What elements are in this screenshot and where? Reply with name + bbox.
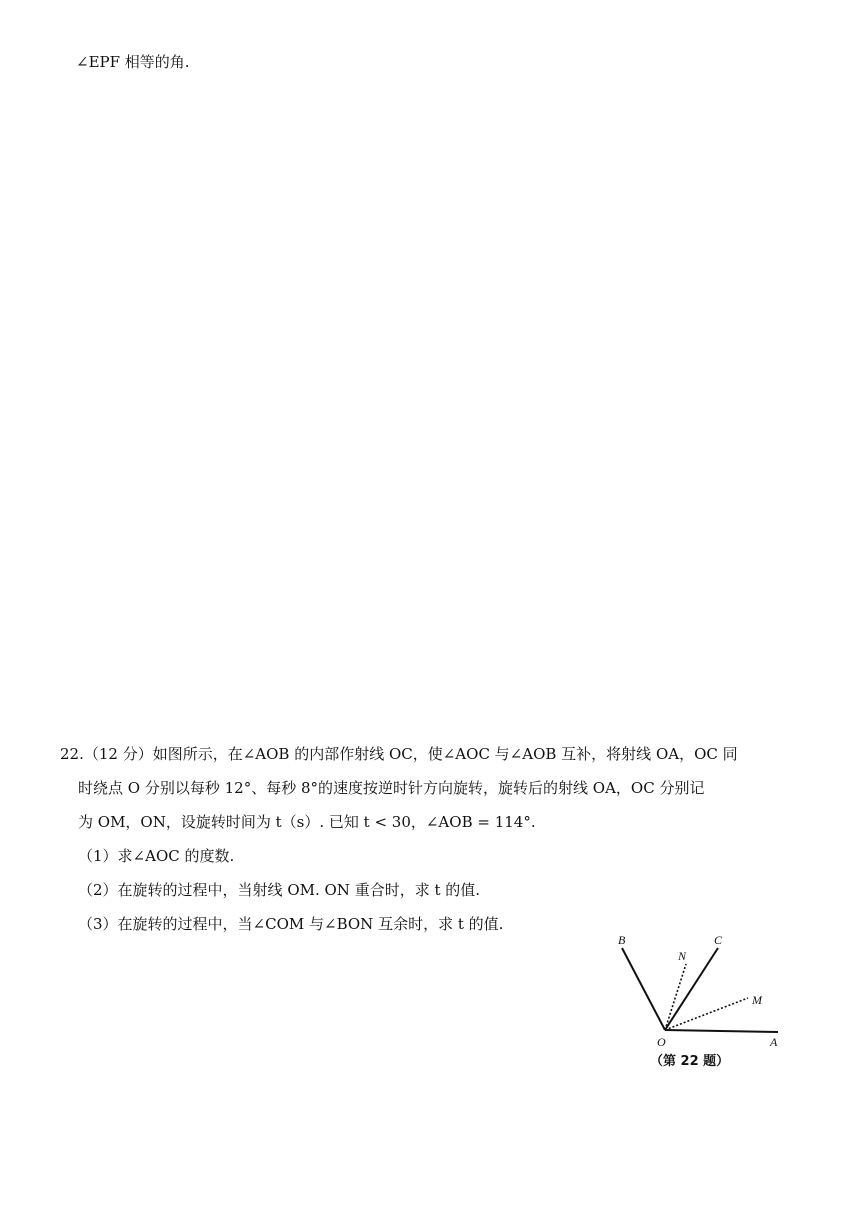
ray-oa [665,1030,778,1032]
ray-om [665,998,748,1030]
question-22-line-3: 为 OM，ON，设旋转时间为 t（s）. 已知 t < 30，∠AOB = 114°. [78,813,536,831]
subquestion-1: （1）求∠AOC 的度数. [78,847,235,865]
ray-ob [622,948,665,1030]
label-c: C [714,933,723,947]
subquestion-2: （2）在旋转的过程中，当射线 OM. ON 重合时，求 t 的值. [78,881,481,899]
label-m: M [752,993,762,1007]
subquestion-3: （3）在旋转的过程中，当∠COM 与∠BON 互余时，求 t 的值. [78,915,504,933]
label-n: N [678,949,687,963]
label-b: B [618,933,626,947]
previous-question-tail: ∠EPF 相等的角. [76,53,190,71]
figure-caption: （第 22 题） [650,1054,730,1069]
ray-oc [665,948,718,1030]
question-22-line-1: 22.（12 分）如图所示，在∠AOB 的内部作射线 OC，使∠AOC 与∠AOB 互补，将射线 OA，OC 同 [60,745,738,763]
question-22-line-2: 时绕点 O 分别以每秒 12°、每秒 8°的速度按逆时针方向旋转，旋转后的射线 OA，OC 分别记 [78,779,705,797]
ray-on [665,964,686,1030]
label-o: O [657,1035,666,1049]
label-a: A [770,1035,778,1049]
